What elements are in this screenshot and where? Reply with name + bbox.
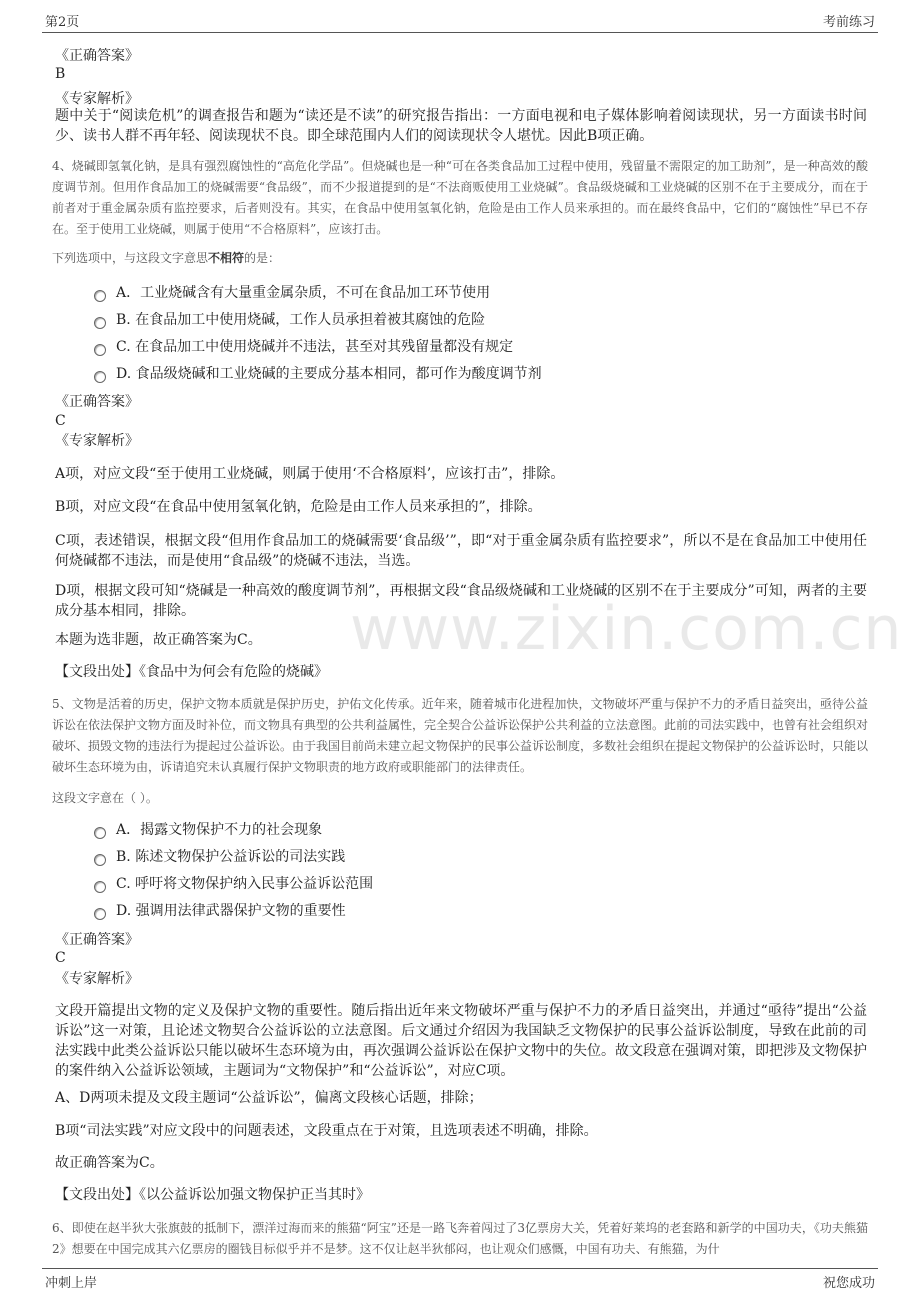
page-footer [0,1266,920,1302]
q5-option-d[interactable] [94,902,346,920]
q5-option-c[interactable] [94,875,373,893]
header-divider [42,32,878,33]
footer-left-text: 冲刺上岸 [45,1276,98,1291]
q4-option-c-label: C. 在食品加工中使用烧碱并不违法，甚至对其残留量都没有规定 [116,339,514,355]
page-header [0,0,920,33]
radio-icon[interactable] [94,881,106,893]
radio-icon[interactable] [94,371,106,383]
q4-answer: C [55,413,66,429]
radio-icon[interactable] [94,317,106,329]
q4-option-a[interactable] [94,284,490,302]
q5-analysis-b: B项“司法实践”对应文段中的问题表述，文段重点在于对策，且选项表述不明确，排除。 [55,1123,598,1139]
header-title: 考前练习 [822,15,875,30]
q5-option-c-label: C. 呼吁将文物保护纳入民事公益诉讼范围 [116,876,374,892]
q5-question: 这段文字意在（ ）。 [52,791,158,805]
radio-icon[interactable] [94,908,106,920]
q5-analysis-main: 文段开篇提出文物的定义及保护文物的重要性。随后指出近年来文物破坏严重与保护不力的矛盾日益突出，并通过“亟待”提出“公益诉讼”这一对策，且论述文物契合公益诉讼的立法意图。后文通过介绍因为我国缺乏文物保护的民事公益诉讼制度，导致在此前的司法实践中此类公益诉讼只能以破坏生态环境为由，再次强调公益诉讼在保护文物中的失位。故文段意在强调对策，即把涉及文物保护的案件纳入公益诉讼领域，主题词为“文物保护”和“公益诉讼”，对应C项。 [55,1003,867,1079]
q4-option-d-label: D. 食品级烧碱和工业烧碱的主要成分基本相同，都可作为酸度调节剂 [116,366,542,382]
radio-icon[interactable] [94,827,106,839]
radio-icon[interactable] [94,854,106,866]
q4-question-prefix: 下列选项中，与这段文字意思 [52,251,209,265]
q4-option-a-label: A．工业烧碱含有大量重金属杂质，不可在食品加工环节使用 [116,285,491,301]
q4-option-b[interactable] [94,311,485,329]
footer-right-text: 祝您成功 [822,1276,875,1291]
q4-source: 【文段出处】《食品中为何会有危险的烧碱》 [55,664,328,680]
radio-icon[interactable] [94,290,106,302]
radio-icon[interactable] [94,344,106,356]
footer-divider [42,1268,878,1269]
q5-analysis-ad: A、D两项未提及文段主题词“公益诉讼”，偏离文段核心话题，排除； [55,1090,483,1106]
q5-option-d-label: D. 强调用法律武器保护文物的重要性 [116,903,346,919]
q4-analysis-a: A项，对应文段“至于使用工业烧碱，则属于使用‘不合格原料’，应该打击”，排除。 [55,466,565,482]
q4-passage: 4、烧碱即氢氧化钠，是具有强烈腐蚀性的“高危化学品”。但烧碱也是一种“可在各类食品加工过程中使用，残留量不需限定的加工助剂”，是一种高效的酸度调节剂。但用作食品加工的烧碱需要“食品级”，而不少报道提到的是“不法商贩使用工业烧碱”。食品级烧碱和工业烧碱的区别不在于主要成分，而在于前者对于重金属杂质有监控要求，后者则没有。其实，在食品中使用氢氧化钠，危险是由工作人员来承担的。而在最终食品中，它们的“腐蚀性”早已不存在。至于使用工业烧碱，则属于使用“不合格原料”，应该打击。 [52,159,868,236]
q4-option-b-label: B. 在食品加工中使用烧碱，工作人员承担着被其腐蚀的危险 [116,312,486,328]
q4-analysis-conclusion: 本题为选非题，故正确答案为C。 [55,632,262,648]
q5-option-a[interactable] [94,821,322,839]
q5-answer: C [55,950,66,966]
q5-source: 【文段出处】《以公益诉讼加强文物保护正当其时》 [55,1187,370,1203]
q3-answer: B [55,66,66,82]
q4-option-c[interactable] [94,338,513,356]
q4-analysis-label: 《专家解析》 [55,433,139,449]
q4-answer-label: 《正确答案》 [55,394,139,410]
q4-analysis-d: D项，根据文段可知“烧碱是一种高效的酸度调节剂”，再根据文段“食品级烧碱和工业烧碱的区别不在于主要成分”可知，两者的主要成分基本相同，排除。 [55,583,867,619]
watermark: www.zixin.com.cn [350,594,903,664]
q4-question-suffix: 的是： [244,251,281,265]
q3-answer-label: 《正确答案》 [55,48,139,64]
q4-question-emphasis: 不相符 [208,251,245,265]
q4-question [52,250,280,266]
q4-option-d[interactable] [94,365,542,383]
q3-analysis-label: 《专家解析》 [55,91,139,107]
q5-analysis-label: 《专家解析》 [55,971,139,987]
q5-answer-label: 《正确答案》 [55,932,139,948]
q6-passage: 6、即使在赵半狄大张旗鼓的抵制下，漂洋过海而来的熊猫“阿宝”还是一路飞奔着闯过了3亿票房大关，凭着好莱坞的老套路和新学的中国功夫，《功夫熊猫2》想要在中国完成其六亿票房的圈钱目标似乎并不是梦。这不仅让赵半狄郁闷，也让观众们感慨，中国有功夫、有熊猫，为什 [52,1221,868,1256]
q4-analysis-b: B项，对应文段“在食品中使用氢氧化钠，危险是由工作人员来承担的”，排除。 [55,499,542,515]
q5-option-b[interactable] [94,848,345,866]
q3-analysis: 题中关于“阅读危机”的调查报告和题为“读还是不读”的研究报告指出：一方面电视和电子媒体影响着阅读现状，另一方面读书时间少、读书人群不再年轻、阅读现状不良。即全球范围内人们的阅读现状令人堪忧。因此B项正确。 [55,108,867,144]
q5-analysis-conclusion: 故正确答案为C。 [55,1155,164,1171]
q5-passage: 5、文物是活着的历史，保护文物本质就是保护历史，护佑文化传承。近年来，随着城市化进程加快，文物破坏严重与保护不力的矛盾日益突出，亟待公益诉讼在依法保护文物方面及时补位，而文物具有典型的公共利益属性，完全契合公益诉讼保护公共利益的立法意图。此前的司法实践中，也曾有社会组织对破坏、损毁文物的违法行为提起过公益诉讼。由于我国目前尚未建立起文物保护的民事公益诉讼制度，多数社会组织在提起文物保护的公益诉讼时，只能以破坏生态环境为由，诉请追究未认真履行保护文物职责的地方政府或职能部门的法律责任。 [52,697,869,774]
page-number: 第2页 [45,15,80,30]
q5-option-b-label: B. 陈述文物保护公益诉讼的司法实践 [116,849,346,865]
q4-analysis-c: C项，表述错误，根据文段“但用作食品加工的烧碱需要‘食品级’”，即“对于重金属杂质有监控要求”，所以不是在食品加工中使用任何烧碱都不违法，而是使用“食品级”的烧碱不违法，当选。 [55,533,867,569]
q5-option-a-label: A．揭露文物保护不力的社会现象 [116,822,323,838]
